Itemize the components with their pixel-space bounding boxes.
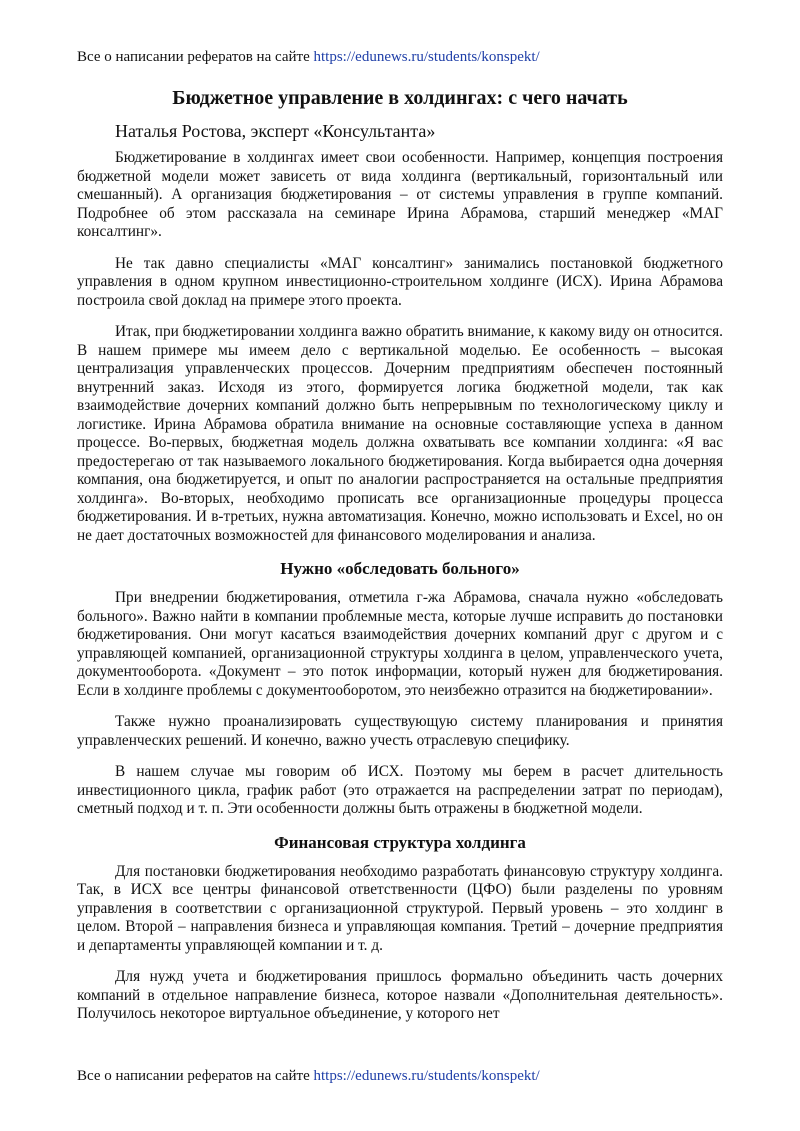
paragraph: Для нужд учета и бюджетирования пришлось формально объединить часть дочерних компаний в отдельное направление бизнеса, которое назвали «Дополнительная деятельность». Получилось некоторое виртуальное объединение, у которого нет [77,968,723,1022]
paragraph: При внедрении бюджетирования, отметила г-жа Абрамова, сначала нужно «обследовать больного». Важно найти в компании проблемные места, которые лучше исправить до постановки бюджетирования. Они могут касаться взаимодействия дочерних компаний друг с другом и с управляющей компанией, организационной структуры холдинга в целом, управленческого учета, документооборота. «Документ – это поток информации, который нужен для бюджетирования. Если в холдинге проблемы с документооборотом, это неизбежно отразится на бюджетировании». [77,589,723,699]
paragraph: Итак, при бюджетировании холдинга важно обратить внимание, к какому виду он относится. В нашем примере мы имеем дело с вертикальной моделью. Ее особенность – высокая централизация управленческих процессов. Дочерним предприятиям обеспечен постоянный внутренний заказ. Исходя из этого, формируется логика бюджетной модели, так как взаимодействие дочерних компаний должно быть непрерывным по технологическому циклу и логистике. Ирина Абрамова обратила внимание на основные составляющие успеха в данном процессе. Во-первых, бюджетная модель должна охватывать все компании холдинга: «Я вас предостерегаю от так называемого локального бюджетирования. Когда выбирается одна дочерняя компания, она бюджетируется, и опыт по аналогии распространяется на остальные предприятия холдинга». Во-вторых, необходимо прописать все организационные процедуры процесса бюджетирования. И в-третьих, нужна автоматизация. Конечно, можно использовать и Excel, но он не дает достаточных возможностей для финансового моделирования и анализа. [77,323,723,544]
page-footer [77,1067,540,1085]
section-heading: Нужно «обследовать больного» [280,559,520,578]
header-link[interactable]: https://edunews.ru/students/konspekt/ [313,49,540,65]
footer-text: Все о написании рефератов на сайте [77,1068,314,1084]
paragraph: Бюджетирование в холдингах имеет свои особенности. Например, концепция построения бюджетной модели может зависеть от вида холдинга (вертикальный, горизонтальный или смешанный). А организация бюджетирования – от системы управления в группе компаний. Подробнее об этом рассказала на семинаре Ирина Абрамова, старший менеджер «МАГ консалтинг». [77,149,723,240]
page-header [77,48,540,66]
paragraph: В нашем случае мы говорим об ИСХ. Поэтому мы берем в расчет длительность инвестиционного цикла, график работ (это отражается на распределении затрат по периодам), сметный подход и т. п. Эти особенности должны быть отражены в бюджетной модели. [77,763,723,817]
document-body [77,149,723,1037]
footer-link[interactable]: https://edunews.ru/students/konspekt/ [313,1068,540,1084]
paragraph: Для постановки бюджетирования необходимо разработать финансовую структуру холдинга. Так, в ИСХ все центры финансовой ответственности (ЦФО) были разделены по уровням управления в соответствии с организационной структурой. Первый уровень – это холдинг в целом. Второй – направления бизнеса и управляющая компания. Третий – дочерние предприятия и департаменты управляющей компании и т. д. [77,862,723,954]
section-heading: Финансовая структура холдинга [274,832,526,852]
document-title: Бюджетное управление в холдингах: с чего начать [172,87,628,109]
paragraph: Не так давно специалисты «МАГ консалтинг» занимались постановкой бюджетного управления в одном крупном инвестиционно-строительном холдинге (ИСХ). Ирина Абрамова построила свой доклад на примере этого проекта. [77,254,723,309]
header-text: Все о написании рефератов на сайте [77,49,314,65]
paragraph: Также нужно проанализировать существующую систему планирования и принятия управленческих решений. И конечно, важно учесть отраслевую специфику. [77,713,723,749]
document-author: Наталья Ростова, эксперт «Консультанта» [115,121,436,141]
